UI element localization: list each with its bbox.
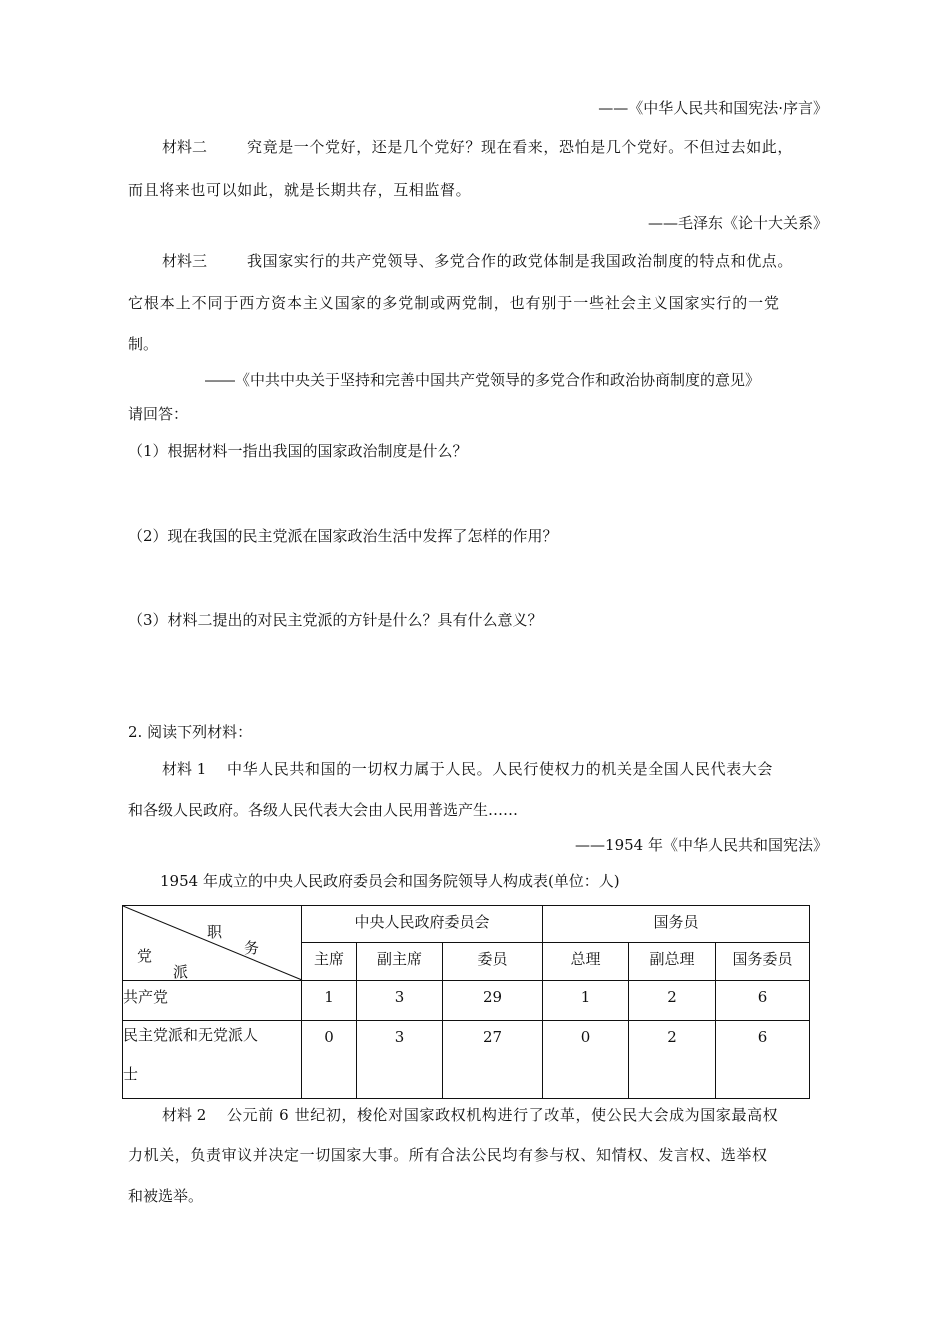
table-caption: 1954 年成立的中央人民政府委员会和国务院领导人构成表(单位：人) [160, 872, 620, 890]
question-2: （2）现在我国的民主党派在国家政治生活中发挥了怎样的作用？ [128, 527, 558, 545]
table-cell: 27 [443, 1021, 543, 1099]
column-header-premier: 总理 [543, 943, 629, 981]
diagonal-line [123, 906, 303, 981]
material-1-line2: 和各级人民政府。各级人民代表大会由人民用普选产生…… [128, 801, 519, 819]
table-row [123, 981, 810, 1021]
row-party-label [123, 1021, 302, 1099]
table-cell: 6 [716, 981, 810, 1021]
corner-header-cell [123, 906, 302, 981]
table-cell: 6 [716, 1021, 810, 1099]
question-3: （3）材料二提出的对民主党派的方针是什么？具有什么意义？ [128, 611, 543, 629]
material-two-source: ——毛泽东《论十大关系》 [647, 214, 828, 232]
question-2-heading: 2. 阅读下列材料： [128, 723, 253, 741]
column-header-state-councilor: 国务委员 [716, 943, 810, 981]
material-1-label: 材料 1 [162, 760, 207, 778]
table-cell: 1 [302, 981, 357, 1021]
material-1-source: ——1954 年《中华人民共和国宪法》 [575, 836, 828, 854]
table-cell: 0 [302, 1021, 357, 1099]
corner-label-post-1: 职 [207, 923, 223, 941]
group-header-state-council: 国务员 [543, 906, 810, 943]
table-cell: 3 [357, 981, 443, 1021]
table-cell: 0 [543, 1021, 629, 1099]
corner-label-party-2: 派 [173, 963, 189, 981]
material-three-line2: 它根本上不同于西方资本主义国家的多党制或两党制，也有别于一些社会主义国家实行的一党 [128, 294, 780, 312]
material-two-line2: 而且将来也可以如此，就是长期共存，互相监督。 [128, 181, 472, 199]
material-two-line1: 究竟是一个党好，还是几个党好？现在看来，恐怕是几个党好。不但过去如此， [247, 138, 794, 156]
column-header-member: 委员 [443, 943, 543, 981]
row-party-label-line2: 士 [123, 1065, 139, 1083]
material-one-source: ——《中华人民共和国宪法·序言》 [598, 99, 828, 117]
answer-prompt: 请回答： [128, 405, 189, 423]
material-two-label: 材料二 [162, 138, 208, 156]
corner-label-party-1: 党 [137, 947, 153, 965]
column-header-vice-chairman: 副主席 [357, 943, 443, 981]
material-three-line1: 我国家实行的共产党领导、多党合作的政党体制是我国政治制度的特点和优点。 [247, 252, 794, 270]
column-header-chairman: 主席 [302, 943, 357, 981]
table-cell: 29 [443, 981, 543, 1021]
row-party-label: 共产党 [123, 981, 302, 1021]
material-three-label: 材料三 [162, 252, 208, 270]
material-1-line1: 中华人民共和国的一切权力属于人民。人民行使权力的机关是全国人民代表大会 [227, 760, 774, 778]
row-party-label-line1: 民主党派和无党派人 [123, 1026, 259, 1044]
corner-label-post-2: 务 [244, 939, 260, 957]
material-three-line3: 制。 [128, 335, 159, 353]
material-2-line3: 和被选举。 [128, 1187, 204, 1205]
material-2-line1: 公元前 6 世纪初，梭伦对国家政权机构进行了改革，使公民大会成为国家最高权 [227, 1106, 779, 1124]
question-1: （1）根据材料一指出我国的国家政治制度是什么？ [128, 442, 468, 460]
material-2-label: 材料 2 [162, 1106, 207, 1124]
table-cell: 2 [629, 981, 716, 1021]
leaders-table [122, 905, 810, 1099]
group-header-central-government: 中央人民政府委员会 [302, 906, 543, 943]
table-cell: 3 [357, 1021, 443, 1099]
material-three-source: ――《中共中央关于坚持和完善中国共产党领导的多党合作和政治协商制度的意见》 [205, 371, 761, 389]
table-cell: 1 [543, 981, 629, 1021]
material-2-line2: 力机关，负责审议并决定一切国家大事。所有合法公民均有参与权、知情权、发言权、选举权 [128, 1146, 768, 1164]
table-cell: 2 [629, 1021, 716, 1099]
table-row [123, 1021, 810, 1099]
column-header-vice-premier: 副总理 [629, 943, 716, 981]
